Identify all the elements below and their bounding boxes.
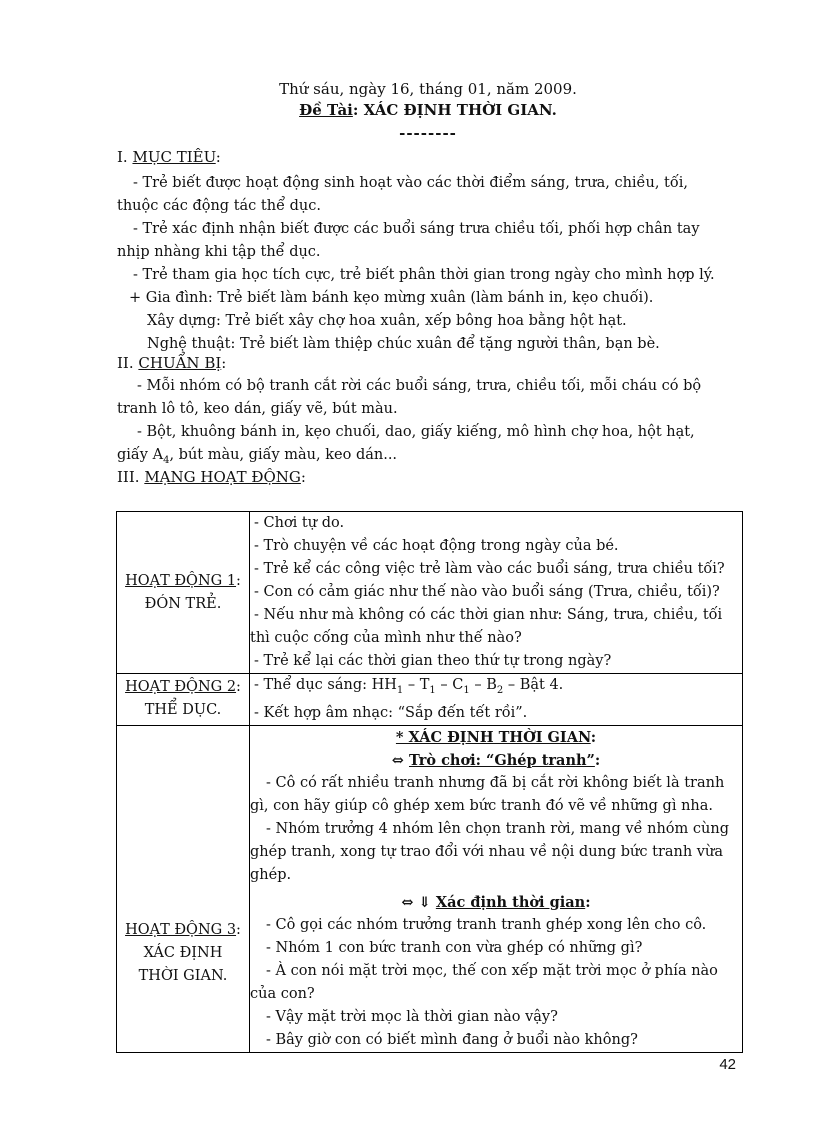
section-label: MỤC TIÊU xyxy=(132,148,216,166)
content-line: - Trẻ kể lại các thời gian theo thứ tự trong ngày? xyxy=(254,653,612,669)
game-colon: : xyxy=(594,751,601,769)
content-line: ghép tranh, xong tự trao đổi với nhau về nội dung bức tranh vừa xyxy=(250,843,723,860)
activity-colon: : xyxy=(236,922,241,939)
lesson-title xyxy=(0,101,816,119)
text-part: – C xyxy=(435,677,464,693)
activity-label: HOẠT ĐỘNG 1 xyxy=(125,572,237,589)
objective-line: thuộc các động tác thể dục. xyxy=(117,198,321,214)
sub-colon: : xyxy=(585,893,591,911)
objective-line: - Trẻ tham gia học tích cực, trẻ biết phân thời gian trong ngày cho mình hợp lý. xyxy=(133,267,715,283)
row-content xyxy=(250,725,743,1052)
content-line: - Nhóm 1 con bức tranh con vừa ghép có những gì? xyxy=(266,939,643,956)
objective-line: - Trẻ xác định nhận biết được các buổi sáng trưa chiều tối, phối hợp chân tay xyxy=(133,221,700,237)
content-line: - Trò chuyện về các hoạt động trong ngày của bé. xyxy=(254,538,619,554)
heading-colon: : xyxy=(590,728,597,746)
objective-line: Nghệ thuật: Trẻ biết làm thiệp chúc xuân để tặng người thân, bạn bè. xyxy=(147,336,660,352)
title-label: Đề Tài xyxy=(299,101,353,119)
preparation-line: - Mỗi nhóm có bộ tranh cắt rời các buổi sáng, trưa, chiều tối, mỗi cháu có bộ xyxy=(137,378,702,394)
activity-name: THỜI GIAN. xyxy=(138,968,228,985)
content-line: - Con có cảm giác như thế nào vào buổi sáng (Trưa, chiều, tối)? xyxy=(254,584,720,600)
objective-line: Xây dựng: Trẻ biết xây chợ hoa xuân, xếp bông hoa bằng hột hạt. xyxy=(147,313,627,329)
table-row xyxy=(117,725,743,1052)
section-label: MẠNG HOẠT ĐỘNG xyxy=(144,468,301,486)
objective-line: + Gia đình: Trẻ biết làm bánh kẹo mừng xuân (làm bánh in, kẹo chuối). xyxy=(129,290,654,306)
game-label: Trò chơi: “Ghép tranh” xyxy=(408,751,595,769)
section-preparation-heading xyxy=(117,354,226,372)
content-line: - Nếu như mà không có các thời gian như: Sáng, trưa, chiều, tối xyxy=(254,607,723,623)
section-objectives-heading xyxy=(117,148,221,166)
heading-text: * XÁC ĐỊNH THỜI GIAN xyxy=(395,728,591,746)
row-content xyxy=(250,512,743,674)
text-part: – B xyxy=(469,677,497,693)
page-number: 42 xyxy=(719,1056,736,1073)
row-header xyxy=(117,512,250,674)
subscript: 1 xyxy=(463,684,470,696)
subscript: 4 xyxy=(163,454,170,466)
sub-label: Xác định thời gian xyxy=(435,893,586,911)
activity-table xyxy=(116,511,743,1053)
sub-heading xyxy=(250,891,742,914)
content-line: - Trẻ kể các công việc trẻ làm vào các buổi sáng, trưa chiều tối? xyxy=(254,561,725,577)
content-line: - Cô gọi các nhóm trưởng tranh tranh ghép xong lên cho cô. xyxy=(266,916,707,933)
preparation-text: , bút màu, giấy màu, keo dán... xyxy=(169,447,398,463)
activity-label: HOẠT ĐỘNG 3 xyxy=(125,922,237,939)
content-line: - Nhóm trưởng 4 nhóm lên chọn tranh rời, mang về nhóm cùng xyxy=(266,820,729,837)
content-line: - Bây giờ con có biết mình đang ở buổi nào không? xyxy=(266,1031,638,1048)
preparation-body xyxy=(117,375,717,472)
content-line: - À con nói mặt trời mọc, thế con xếp mặt trời mọc ở phía nào xyxy=(266,962,718,979)
row-header xyxy=(117,674,250,726)
row-content xyxy=(250,674,743,726)
row-header xyxy=(117,725,250,1052)
text-part: – T xyxy=(403,677,430,693)
activity-colon: : xyxy=(236,679,241,696)
objective-line: - Trẻ biết được hoạt động sinh hoạt vào các thời điểm sáng, trưa, chiều, tối, xyxy=(133,175,688,191)
title-divider: -------- xyxy=(399,124,457,142)
arrows-icon: ⇔ ⇓ xyxy=(401,893,431,911)
left-right-arrow-icon: ⇔ xyxy=(391,751,404,769)
content-line: gì, con hãy giúp cô ghép xem bức tranh đó vẽ về những gì nha. xyxy=(250,797,714,814)
activity-label: HOẠT ĐỘNG 2 xyxy=(125,679,237,696)
subscript: 2 xyxy=(496,684,504,696)
section-number: III. xyxy=(117,468,145,486)
section-label: CHUẨN BỊ xyxy=(138,354,222,372)
text-part: – Bật 4. xyxy=(503,677,564,693)
content-line: ghép. xyxy=(250,866,292,883)
content-line: - Cô có rất nhiều tranh nhưng đã bị cắt rời không biết là tranh xyxy=(266,774,725,791)
section-activities-heading xyxy=(117,468,306,486)
activity-colon: : xyxy=(236,572,241,589)
preparation-text: giấy A xyxy=(117,447,164,463)
objectives-body xyxy=(117,172,717,356)
preparation-line: - Bột, khuông bánh in, kẹo chuối, dao, giấy kiếng, mô hình chợ hoa, hột hạt, xyxy=(137,424,695,440)
table-row xyxy=(117,674,743,726)
content-line: - Kết hợp âm nhạc: “Sắp đến tết rồi”. xyxy=(254,704,528,721)
activity-name: XÁC ĐỊNH xyxy=(143,945,223,962)
section-number: II. xyxy=(117,354,139,372)
objective-line: nhịp nhàng khi tập thể dục. xyxy=(117,244,321,260)
table-row xyxy=(117,512,743,674)
text-part: - Thể dục sáng: HH xyxy=(254,677,397,693)
content-line: - Chơi tự do. xyxy=(254,515,345,531)
section-colon: : xyxy=(300,468,306,486)
game-heading xyxy=(250,749,742,772)
content-line: thì cuộc cống của mình như thế nào? xyxy=(250,630,522,646)
subscript: 1 xyxy=(396,684,404,696)
subscript: 1 xyxy=(429,684,436,696)
section-colon: : xyxy=(215,148,221,166)
date-line: Thứ sáu, ngày 16, tháng 01, năm 2009. xyxy=(279,80,577,98)
section-colon: : xyxy=(221,354,227,372)
content-line: của con? xyxy=(250,985,315,1002)
content-heading xyxy=(250,726,742,749)
content-line xyxy=(250,674,742,702)
activity-name: THỂ DỤC. xyxy=(144,702,222,719)
title-text: : XÁC ĐỊNH THỜI GIAN. xyxy=(352,101,557,119)
preparation-line: tranh lô tô, keo dán, giấy vẽ, bút màu. xyxy=(117,401,398,417)
activity-name: ĐÓN TRẺ. xyxy=(144,595,222,612)
section-number: I. xyxy=(117,148,133,166)
content-line: - Vậy mặt trời mọc là thời gian nào vậy? xyxy=(266,1008,558,1025)
